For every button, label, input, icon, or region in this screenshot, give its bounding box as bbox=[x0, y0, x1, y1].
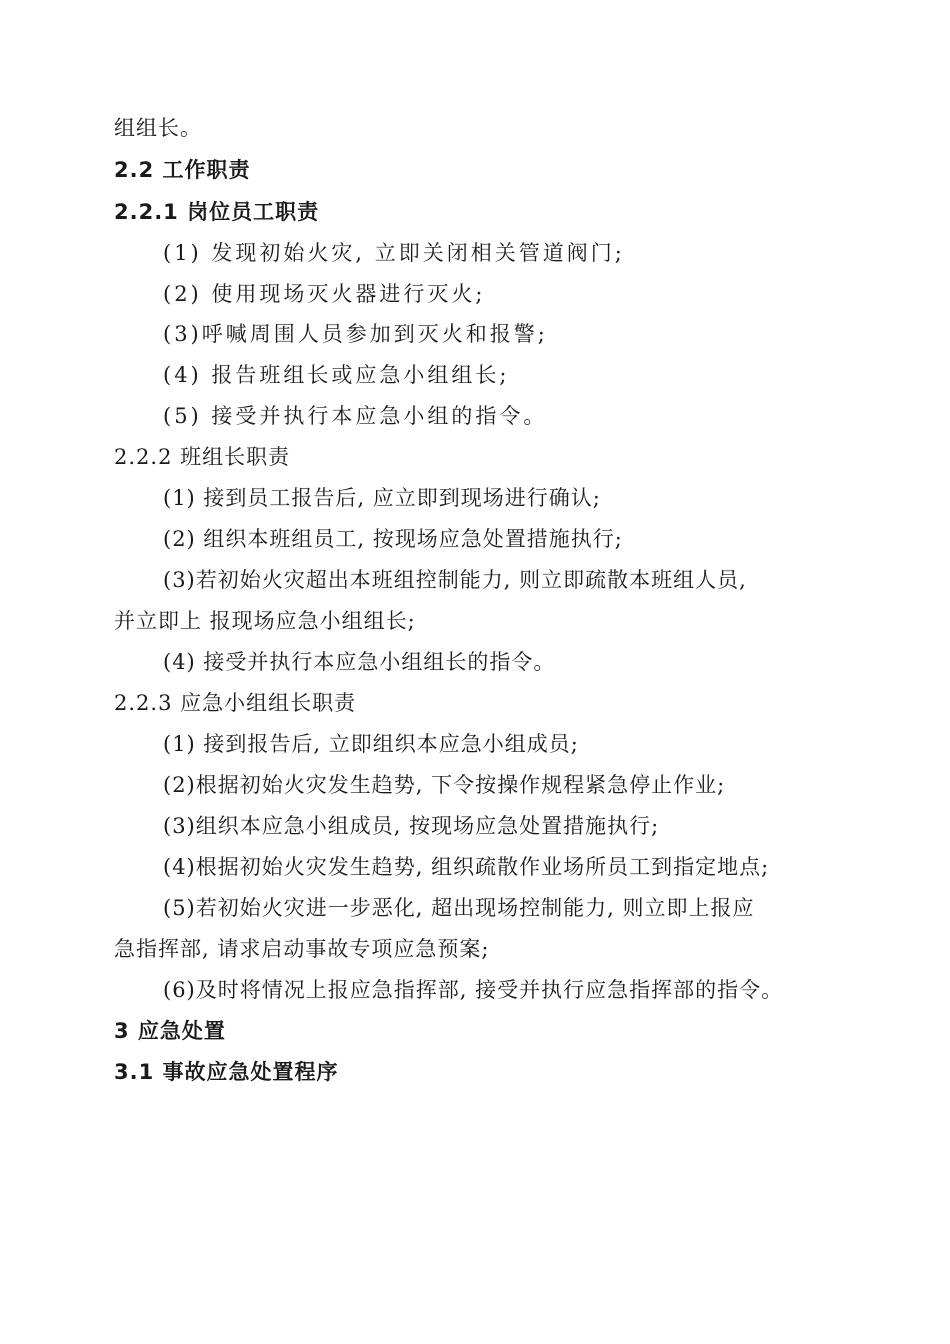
subsection-heading: 2.2.2 班组长职责 bbox=[114, 445, 291, 469]
list-item-continuation: 急指挥部, 请求启动事故专项应急预案; bbox=[114, 937, 490, 961]
list-item: (1) 接到员工报告后, 应立即到现场进行确认; bbox=[163, 486, 601, 510]
list-item: (2)根据初始火灾发生趋势, 下令按操作规程紧急停止作业; bbox=[163, 773, 726, 797]
list-item: (5) 接受并执行本应急小组的指令。 bbox=[163, 404, 548, 428]
section-heading: 3 应急处置 bbox=[114, 1019, 226, 1043]
list-item: (1) 接到报告后, 立即组织本应急小组成员; bbox=[163, 732, 579, 756]
list-item: (5)若初始火灾进一步恶化, 超出现场控制能力, 则立即上报应 bbox=[163, 896, 755, 920]
subsection-heading: 2.2.3 应急小组组长职责 bbox=[114, 691, 357, 715]
list-item: (4) 报告班组长或应急小组组长; bbox=[163, 363, 510, 387]
list-item: (2) 使用现场灭火器进行灭火; bbox=[163, 282, 486, 306]
list-item: (1) 发现初始火灾, 立即关闭相关管道阀门; bbox=[163, 241, 625, 265]
list-item: (4)根据初始火灾发生趋势, 组织疏散作业场所员工到指定地点; bbox=[163, 855, 770, 879]
list-item: (6)及时将情况上报应急指挥部, 接受并执行应急指挥部的指令。 bbox=[163, 978, 784, 1002]
section-heading: 2.2 工作职责 bbox=[114, 158, 251, 182]
list-item: (3)组织本应急小组成员, 按现场应急处置措施执行; bbox=[163, 814, 660, 838]
subsection-heading: 2.2.1 岗位员工职责 bbox=[114, 200, 320, 224]
text-line: 组组长。 bbox=[114, 116, 202, 140]
list-item-continuation: 并立即上 报现场应急小组组长; bbox=[114, 609, 416, 633]
list-item: (3)若初始火灾超出本班组控制能力, 则立即疏散本班组人员, bbox=[163, 568, 747, 592]
list-item: (2) 组织本班组员工, 按现场应急处置措施执行; bbox=[163, 527, 623, 551]
list-item: (3)呼喊周围人员参加到灭火和报警; bbox=[163, 322, 548, 346]
list-item: (4) 接受并执行本应急小组组长的指令。 bbox=[163, 650, 556, 674]
subsection-heading: 3.1 事故应急处置程序 bbox=[114, 1060, 339, 1084]
